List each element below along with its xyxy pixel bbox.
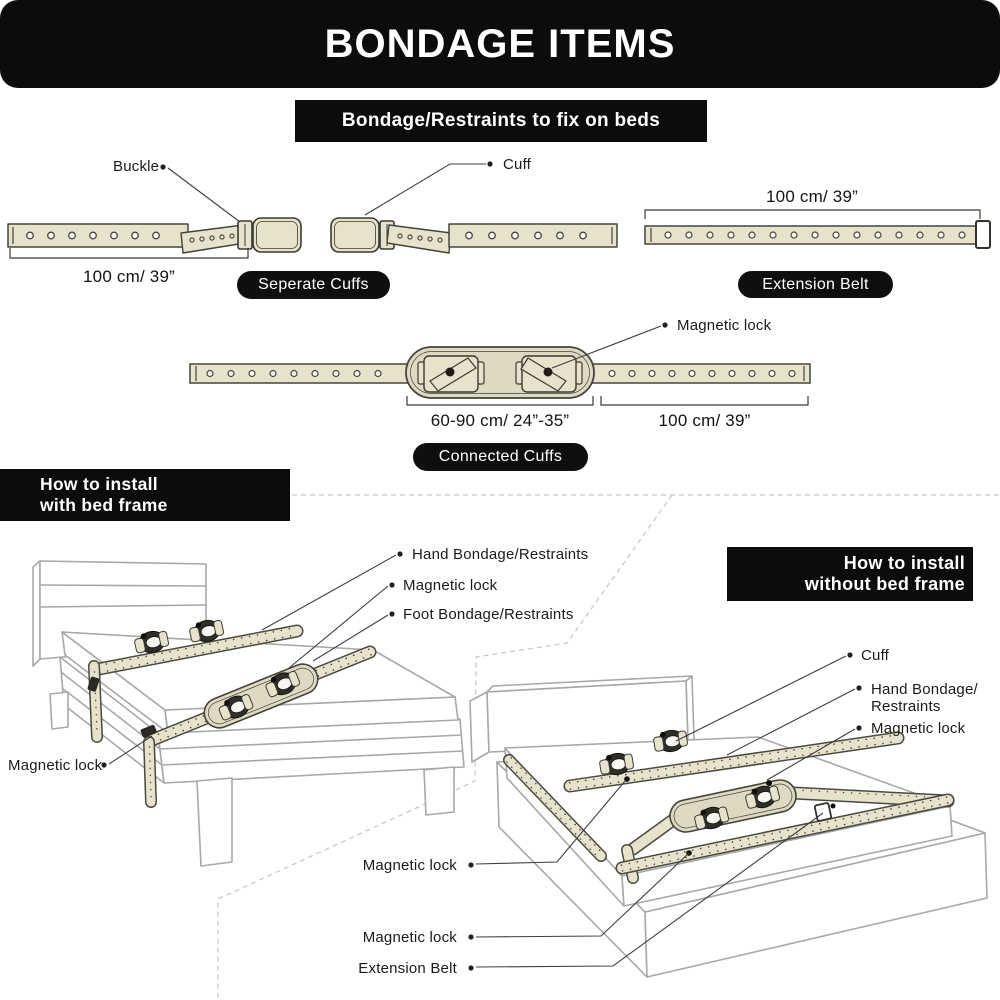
callout-magnetic-lock-side-left: Magnetic lock xyxy=(8,757,103,774)
callout-hand-bondage-right-line1: Hand Bondage/ xyxy=(871,681,978,698)
callout-magnetic-lock-front: Magnetic lock xyxy=(362,929,457,946)
connected-cuffs-art xyxy=(190,347,810,405)
dimension-connected-belt: 100 cm/ 39” xyxy=(658,411,751,430)
top-banner xyxy=(0,0,1000,88)
page-title: BONDAGE ITEMS xyxy=(324,21,676,66)
extension-belt-art xyxy=(645,210,990,248)
callout-buckle: Buckle xyxy=(113,158,160,175)
callout-magnetic-lock-right: Magnetic lock xyxy=(871,720,966,737)
callout-cuff: Cuff xyxy=(503,156,532,173)
separate-cuffs-art xyxy=(8,218,617,258)
with-frame-title-line2: with bed frame xyxy=(40,495,168,515)
dimension-extension-belt: 100 cm/ 39” xyxy=(766,187,858,206)
pill-connected-cuffs: Connected Cuffs xyxy=(413,443,588,471)
dimension-connected-pad: 60-90 cm/ 24”-35” xyxy=(430,411,570,430)
subtitle-text: Bondage/Restraints to fix on beds xyxy=(341,110,661,131)
subtitle-banner xyxy=(295,100,707,142)
callout-hand-bondage-right-line2: Restraints xyxy=(871,698,941,715)
callout-magnetic-lock-back: Magnetic lock xyxy=(362,857,457,874)
without-frame-title-line2: without bed frame xyxy=(804,574,965,594)
callout-magnetic-lock-connected: Magnetic lock xyxy=(677,317,772,334)
pill-separate-cuffs: Seperate Cuffs xyxy=(237,271,390,299)
callout-foot-bondage-left: Foot Bondage/Restraints xyxy=(403,606,574,623)
dimension-separate-cuffs: 100 cm/ 39” xyxy=(83,267,175,286)
callout-hand-bondage-left: Hand Bondage/Restraints xyxy=(412,546,589,563)
section-title-with-frame xyxy=(0,469,290,521)
with-frame-title-line1: How to install xyxy=(40,474,158,494)
section-title-without-frame xyxy=(727,547,973,601)
pill-extension-belt: Extension Belt xyxy=(738,271,893,298)
callout-magnetic-lock-top-left: Magnetic lock xyxy=(403,577,498,594)
callout-extension-belt: Extension Belt xyxy=(358,960,457,977)
without-frame-title-line1: How to install xyxy=(843,553,965,573)
callout-cuff-right: Cuff xyxy=(861,647,890,664)
